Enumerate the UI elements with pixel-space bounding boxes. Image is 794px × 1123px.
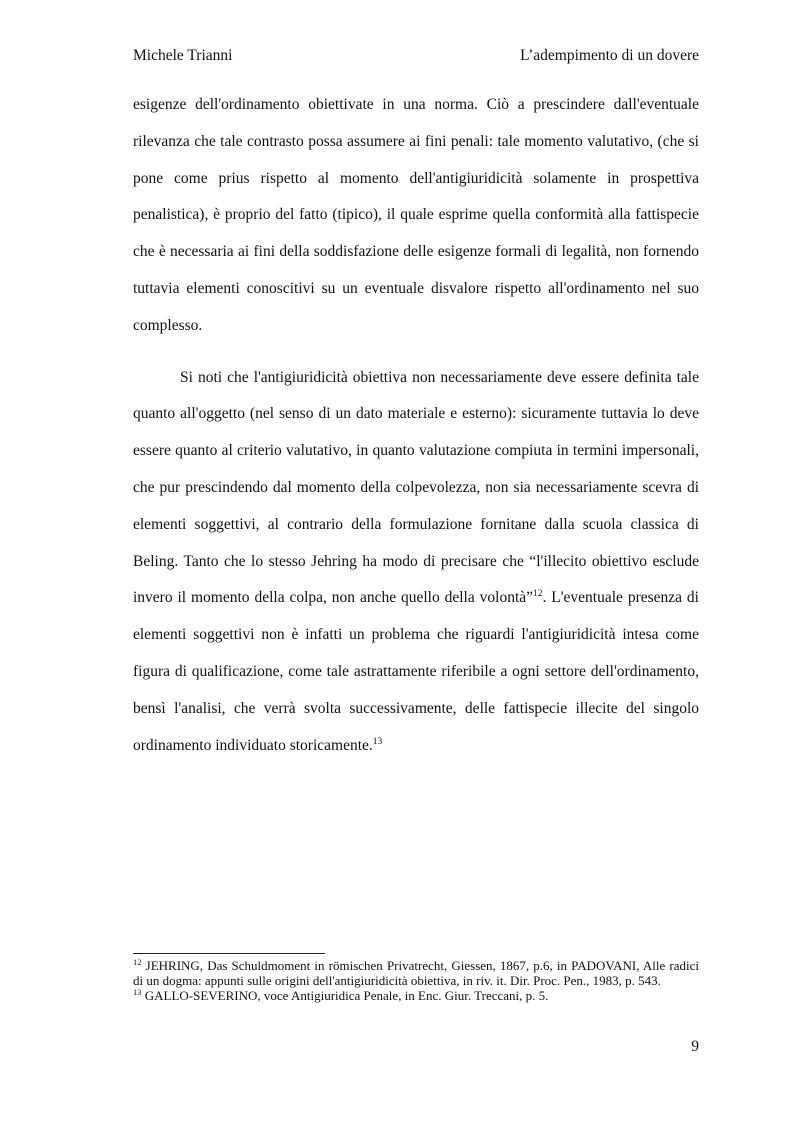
header-title: L’adempimento di un dovere [520, 47, 699, 64]
page-number: 9 [691, 1038, 699, 1055]
paragraph: esigenze dell'ordinamento obiettivate in una norma. Ciò a prescindere dall'eventuale rilevanza che tale contrasto possa assumere ai fini penali: tale momento valutativo, (che si pone come prius rispetto al momento dell'antigiuridicità solamente in prospettiva penalistica), è proprio del fatto (tipico), il quale esprime quella conformità alla fattispecie che è necessaria ai fini della soddisfazione delle esigenze formali di legalità, non fornendo tuttavia elementi conoscitivi su un eventuale disvalore rispetto all'ordinamento nel suo complesso. [133, 96, 699, 334]
footnote-ref[interactable]: 13 [372, 736, 383, 747]
footnote-number: 13 [133, 987, 142, 997]
footnote-text: GALLO-SEVERINO, voce Antigiuridica Penale, in Enc. Giur. Treccani, p. 5. [141, 988, 549, 1003]
footnote [133, 958, 699, 988]
paragraph-text: . L'eventuale presenza di elementi soggettivi non è infatti un problema che riguardi l'antigiuridicità intesa come figura di qualificazione, come tale astrattamente riferibile a ogni settore dell'ordinamento, bensì l'analisi, che verrà svolta successivamente, delle fattispecie illecite del singolo ordinamento individuato storicamente. [133, 589, 699, 754]
header-author: Michele Trianni [133, 47, 233, 64]
paragraph-text: Si noti che l'antigiuridicità obiettiva non necessariamente deve essere definita tale quanto all'oggetto (nel senso di un dato materiale e esterno): sicuramente tuttavia lo deve essere quanto al criterio valutativo, in quanto valutazione compiuta in termini impersonali, che pur prescindendo dal momento della colpevolezza, non sia necessariamente scevra di elementi soggettivi, al contrario della formulazione fornitane dalla scuola classica di Beling. Tanto che lo stesso Jehring ha modo di precisare che “l'illecito obiettivo esclude invero il momento della colpa, non anche quello della volontà” [133, 368, 699, 607]
footnote-text: JEHRING, Das Schuldmoment in römischen Privatrecht, Giessen, 1867, p.6, in PADOVANI, Alle radici di un dogma: appunti sulle origini dell'antigiuridicità obiettiva, in riv. it. Dir. Proc. Pen., 1983, p. 543. [133, 958, 699, 988]
running-header [133, 47, 699, 69]
body-text [133, 87, 699, 764]
footnote-ref[interactable]: 12 [533, 589, 543, 600]
paragraph [133, 360, 699, 765]
footnotes [133, 958, 699, 1003]
footnote [133, 988, 699, 1003]
footnote-separator [133, 953, 325, 954]
footnote-number: 12 [133, 957, 142, 967]
